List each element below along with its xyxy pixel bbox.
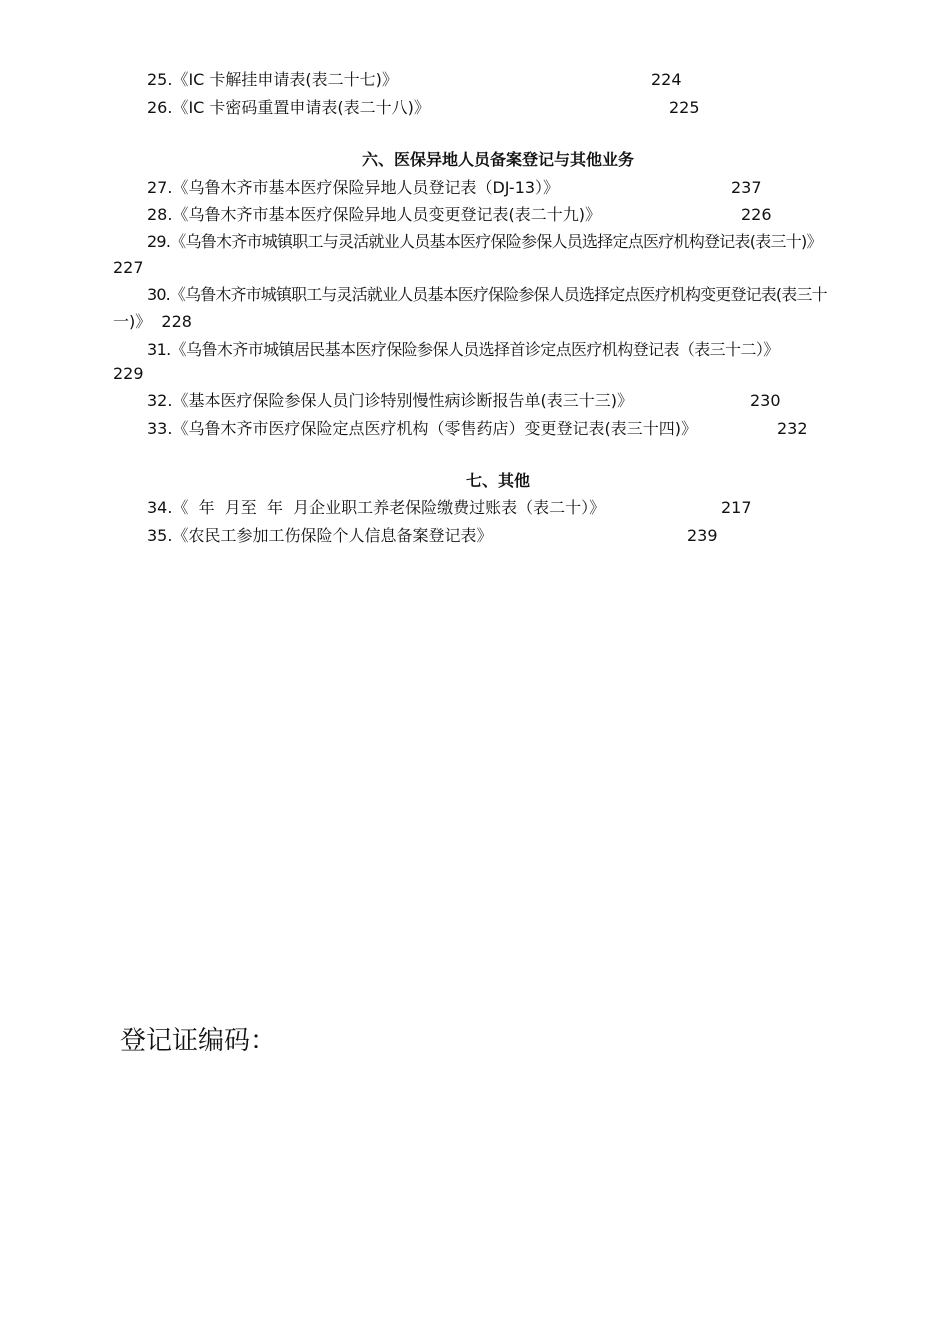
entry-number: 34. bbox=[147, 498, 173, 517]
entry-page-number: 239 bbox=[687, 526, 718, 545]
entry-page-number: 217 bbox=[721, 498, 752, 517]
entry-number: 26. bbox=[147, 98, 173, 117]
section-heading-7: 七、其他 bbox=[465, 471, 530, 490]
entry-title: 《农民工参加工伤保险个人信息备案登记表》 bbox=[172, 526, 493, 545]
entry-page-number: 224 bbox=[651, 70, 682, 89]
toc-entry-33 bbox=[113, 416, 853, 442]
entry-number: 27. bbox=[147, 178, 173, 197]
entry-title: 《乌鲁木齐市城镇职工与灵活就业人员基本医疗保险参保人员选择定点医疗机构登记表(表三十)》 bbox=[170, 232, 822, 251]
toc-entry-27 bbox=[113, 175, 853, 201]
registration-code-label: 登记证编码： bbox=[120, 1026, 277, 1056]
entry-title-line1: 《乌鲁木齐市城镇职工与灵活就业人员基本医疗保险参保人员选择定点医疗机构变更登记表(表三十 bbox=[169, 285, 827, 304]
toc-entry-25 bbox=[113, 67, 853, 93]
entry-page-number: 237 bbox=[731, 178, 762, 197]
entry-title: 《IC 卡密码重置申请表(表二十八)》 bbox=[172, 98, 430, 117]
entry-page-number: 226 bbox=[741, 205, 772, 224]
entry-number: 35. bbox=[147, 526, 173, 545]
entry-page-number-29: 227 bbox=[113, 258, 144, 277]
entry-page-number-31: 229 bbox=[113, 364, 144, 383]
entry-page-number: 225 bbox=[669, 98, 700, 117]
toc-entry-30-continued bbox=[113, 309, 853, 335]
toc-entry-31 bbox=[113, 337, 853, 363]
entry-title: 《乌鲁木齐市基本医疗保险异地人员变更登记表(表二十九)》 bbox=[172, 205, 601, 224]
entry-number: 32. bbox=[147, 391, 173, 410]
toc-entry-32 bbox=[113, 388, 853, 414]
entry-title: 《乌鲁木齐市城镇居民基本医疗保险参保人员选择首诊定点医疗机构登记表（表三十二）》 bbox=[170, 340, 779, 359]
entry-number: 25. bbox=[147, 70, 173, 89]
toc-entry-29 bbox=[113, 229, 853, 255]
entry-number: 28. bbox=[147, 205, 173, 224]
section-heading-6: 六、医保异地人员备案登记与其他业务 bbox=[361, 150, 634, 169]
entry-title-line2: 一)》 bbox=[113, 312, 152, 331]
entry-title: 《 年 月至 年 月企业职工养老保险缴费过账表（表二十）》 bbox=[172, 498, 606, 517]
entry-page-number: 228 bbox=[161, 312, 192, 331]
entry-title: 《IC 卡解挂申请表(表二十七)》 bbox=[172, 70, 398, 89]
toc-entry-34 bbox=[113, 495, 853, 521]
entry-number: 33. bbox=[147, 419, 173, 438]
entry-page-number: 232 bbox=[777, 419, 808, 438]
entry-page-number: 230 bbox=[750, 391, 781, 410]
entry-title: 《基本医疗保险参保人员门诊特别慢性病诊断报告单(表三十三)》 bbox=[172, 391, 633, 410]
entry-title: 《乌鲁木齐市医疗保险定点医疗机构（零售药店）变更登记表(表三十四)》 bbox=[172, 419, 697, 438]
entry-title: 《乌鲁木齐市基本医疗保险异地人员登记表（DJ-13）》 bbox=[172, 178, 560, 197]
entry-number: 30. bbox=[147, 285, 170, 304]
toc-entry-26 bbox=[113, 95, 853, 121]
toc-entry-30 bbox=[113, 282, 853, 308]
toc-entry-28 bbox=[113, 202, 853, 228]
toc-entry-35 bbox=[113, 523, 853, 549]
entry-number: 29. bbox=[147, 232, 171, 251]
entry-number: 31. bbox=[147, 340, 171, 359]
